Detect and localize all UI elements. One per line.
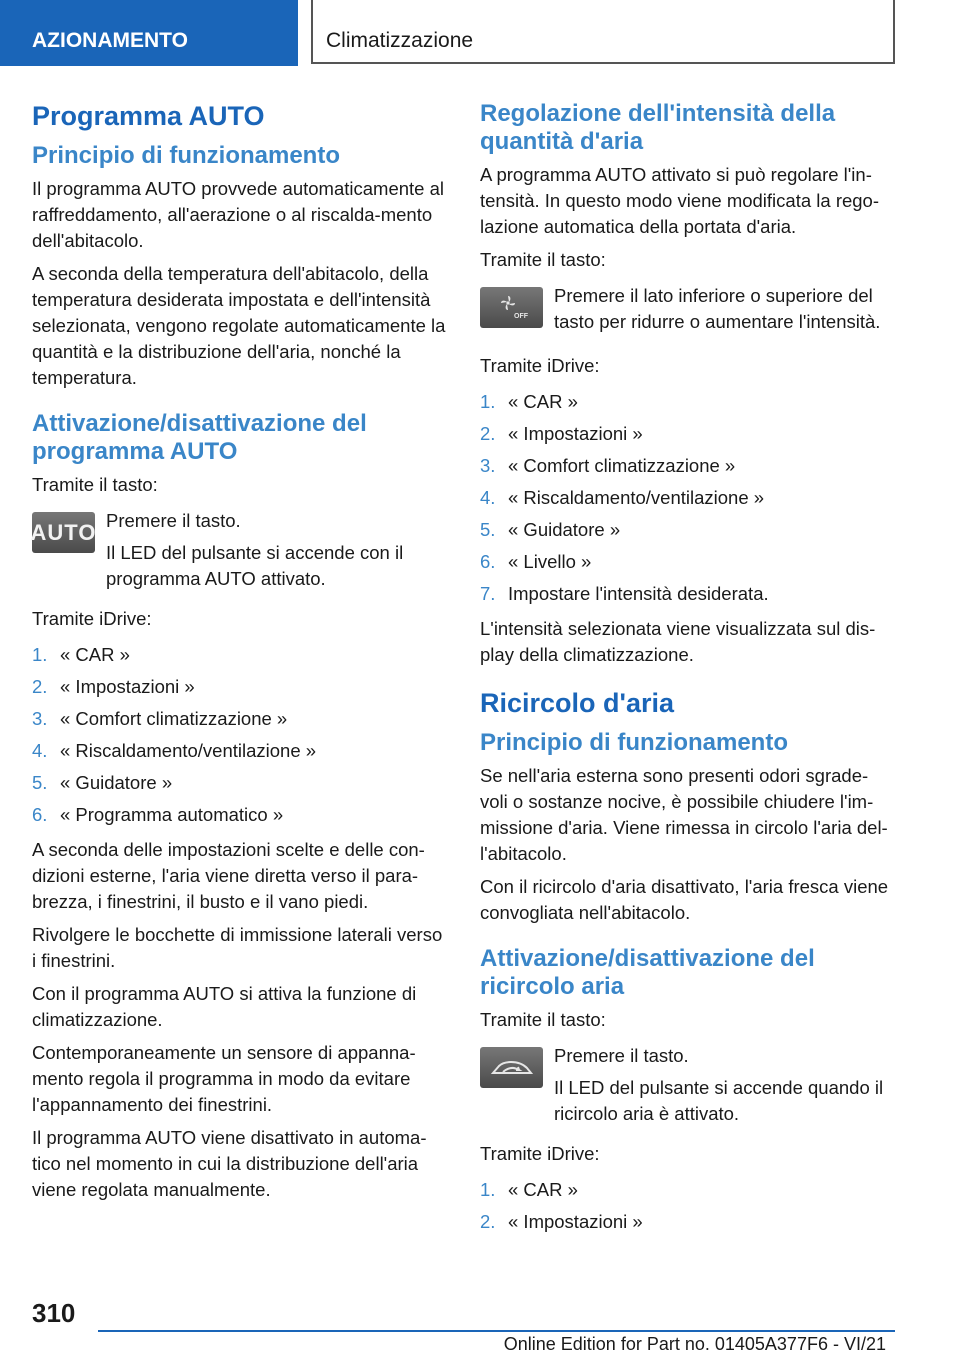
recirculation-icon	[489, 1055, 535, 1081]
auto-key-label: AUTO	[30, 519, 97, 545]
fan-off-button-icon	[480, 287, 543, 328]
subheading-intensity: Regolazione dell'intensità della quantità d'aria	[480, 100, 836, 155]
paragraph: Tramite il tasto:	[32, 474, 158, 495]
idrive-steps-list	[32, 639, 447, 831]
paragraph: A seconda delle impostazioni scelte e delle con-dizioni esterne, l'aria viene diretta verso il para-brezza, i finestrini, il busto e il vano piedi.	[32, 839, 425, 912]
paragraph: Tramite iDrive:	[32, 608, 152, 629]
key-instruction	[480, 1043, 895, 1127]
list-item: 6. « Livello »	[480, 551, 592, 572]
list-item: 3. « Comfort climatizzazione »	[480, 455, 736, 476]
left-column	[32, 100, 447, 1210]
paragraph: Tramite iDrive:	[480, 355, 600, 376]
svg-text:OFF: OFF	[513, 312, 528, 320]
paragraph: Premere il tasto.	[106, 510, 241, 531]
list-item: 7. Impostare l'intensità desiderata.	[480, 583, 769, 604]
key-instruction	[32, 508, 447, 592]
paragraph: Premere il tasto.	[554, 1045, 689, 1066]
key-instruction	[480, 283, 895, 339]
paragraph: Il LED del pulsante si accende quando il ricircolo aria è attivato.	[554, 1077, 884, 1124]
subheading-principle: Principio di funzionamento	[480, 729, 788, 756]
list-item: 6. « Programma automatico »	[32, 804, 284, 825]
paragraph: Il programma AUTO provvede automaticamente al raffreddamento, all'aerazione o al riscalda-mento dell'abitacolo.	[32, 178, 444, 251]
paragraph: A seconda della temperatura dell'abitacolo, della temperatura desiderata impostata e dell'intensità selezionata, vengono regolate automaticamente la quantità e la distribuzione dell'aria, nonché la temperatura.	[32, 263, 446, 388]
auto-button-icon	[32, 512, 95, 553]
paragraph: Con il programma AUTO si attiva la funzione di climatizzazione.	[32, 983, 417, 1030]
list-item: 1. « CAR »	[32, 644, 130, 665]
heading-recirculation: Ricircolo d'aria	[480, 688, 674, 718]
list-item: 1. « CAR »	[480, 391, 578, 412]
paragraph: Il LED del pulsante si accende con il programma AUTO attivato.	[106, 542, 404, 589]
paragraph: Tramite iDrive:	[480, 1143, 600, 1164]
subheading-recirc-activation: Attivazione/disattivazione del ricircolo aria	[480, 945, 815, 1000]
paragraph: Con il ricircolo d'aria disattivato, l'aria fresca viene convogliata nell'abitacolo.	[480, 876, 889, 923]
list-item: 2. « Impostazioni »	[32, 676, 195, 697]
right-column	[480, 100, 895, 1244]
paragraph: Tramite il tasto:	[480, 249, 606, 270]
recirculation-button-icon	[480, 1047, 543, 1088]
list-item: 1. « CAR »	[480, 1179, 578, 1200]
idrive-steps-list	[480, 1174, 895, 1238]
page-number: 310	[32, 1298, 76, 1328]
edition-footer: Online Edition for Part no. 01405A377F6 - VI/21	[503, 1334, 886, 1354]
section-tab: AZIONAMENTO	[0, 0, 298, 66]
paragraph: Rivolgere le bocchette di immissione laterali verso i finestrini.	[32, 924, 443, 971]
list-item: 4. « Riscaldamento/ventilazione »	[480, 487, 765, 508]
heading-auto-program: Programma AUTO	[32, 101, 265, 131]
paragraph: Premere il lato inferiore o superiore del tasto per ridurre o aumentare l'intensità.	[554, 285, 881, 332]
list-item: 5. « Guidatore »	[32, 772, 173, 793]
subheading-principle: Principio di funzionamento	[32, 142, 340, 169]
idrive-steps-list	[480, 386, 895, 610]
paragraph: Tramite il tasto:	[480, 1009, 606, 1030]
page-header	[0, 0, 960, 66]
paragraph: Il programma AUTO viene disattivato in automa-tico nel momento in cui la distribuzione dell'aria viene regolata manualmente.	[32, 1127, 427, 1200]
list-item: 2. « Impostazioni »	[480, 1211, 643, 1232]
paragraph: A programma AUTO attivato si può regolare l'in-tensità. In questo modo viene modificata la rego-lazione automatica della portata d'aria.	[480, 164, 880, 237]
list-item: 4. « Riscaldamento/ventilazione »	[32, 740, 317, 761]
fan-icon	[492, 294, 532, 322]
paragraph: L'intensità selezionata viene visualizzata sul dis-play della climatizzazione.	[480, 618, 876, 665]
subheading-activation: Attivazione/disattivazione del programma AUTO	[32, 410, 367, 465]
paragraph: Se nell'aria esterna sono presenti odori sgrade-voli o sostanze nocive, è possibile chiudere l'im-missione d'aria. Viene rimessa in circolo l'aria del-l'abitacolo.	[480, 765, 888, 864]
list-item: 3. « Comfort climatizzazione »	[32, 708, 288, 729]
list-item: 5. « Guidatore »	[480, 519, 621, 540]
paragraph: Contemporaneamente un sensore di appanna-mento regola il programma in modo da evitare l'appannamento dei finestrini.	[32, 1042, 416, 1115]
footer-divider	[98, 1330, 895, 1332]
list-item: 2. « Impostazioni »	[480, 423, 643, 444]
chapter-title: Climatizzazione	[311, 0, 895, 64]
